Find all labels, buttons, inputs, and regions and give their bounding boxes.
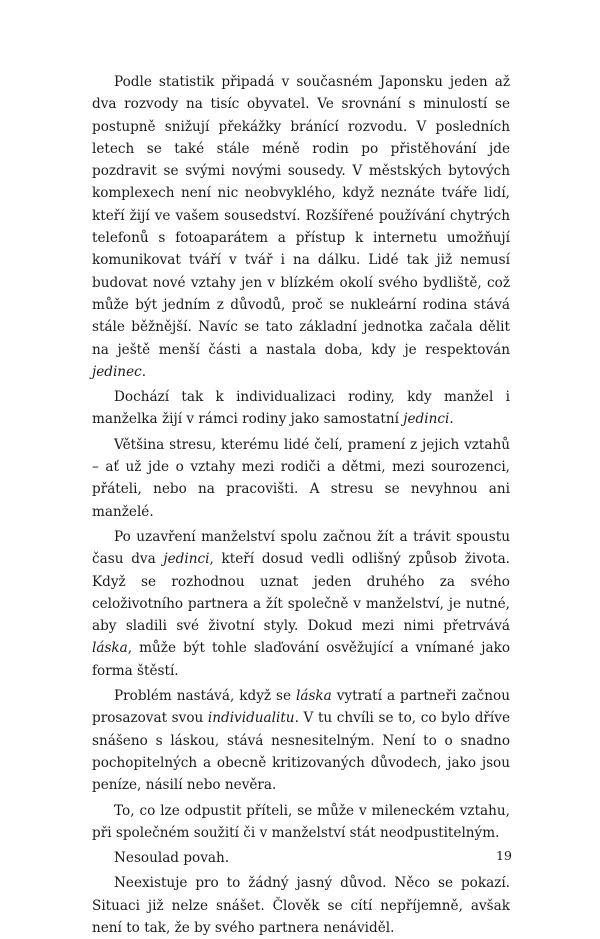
page-number: 19 [496,848,512,863]
paragraph: Nesoulad povah. [114,850,230,867]
italic-term: jedinec [92,363,142,380]
italic-term: láska [296,688,332,705]
italic-term: láska [92,640,128,657]
italic-term: jedinci [163,551,210,568]
paragraph: Podle statistik připadá v současném Japonsku jeden až dva rozvody na tisíc obyvatel. Ve srovnání s minulostí se postupně snižují překážky bránící rozvodu. V posledních letech se také stále méně rodin po přistěhování jde pozdravit se svými novými sousedy. V městských bytových komplexech není nic neobvyklého, když neznáte tváře lidí, kteří žijí ve vašem sousedství. Rozšířené používání chytrých telefonů s fotoaparátem a přístup k internetu umožňují komunikovat tváří v tvář i na dálku. Lidé tak již nemusí budovat nové vztahy jen v blízkém okolí svého bydliště, což může být jedním z důvodů, proč se nukleární rodina stává stále běžnější. Navíc se tato základní jednotka začala dělit na ještě menší části a nastala doba, kdy je respektován jedinec. [92,74,510,380]
paragraph: To, co lze odpustit příteli, se může v mileneckém vztahu, při společném soužití či v manželství stát neodpustitelným. [92,802,510,841]
paragraph: Po uzavření manželství spolu začnou žít a trávit spoustu času dva jedinci, kteří dosud vedli odlišný způsob života. Když se rozhodnou uznat jeden druhého za svého celoživotního partnera a žít společně v manželství, je nutné, aby sladili své životní styly. Dokud mezi nimi přetrvává láska, může být tohle slaďování osvěžující a vnímané jako forma štěstí. [92,528,510,679]
paragraph: Problém nastává, když se láska vytratí a partneři začnou prosazovat svou individualitu. V tu chvíli se to, co bylo dříve snášeno s láskou, stává nesnesitelným. Není to o snadno pochopitelných a obecně kritizovaných důvodech, jako jsou peníze, násilí nebo nevěra. [92,688,510,794]
paragraph: Dochází tak k individualizaci rodiny, kdy manžel i manželka žijí v rámci rodiny jako samostatní jedinci. [92,389,510,428]
page-body [92,71,510,939]
italic-term: jedinci [403,411,450,428]
paragraph: Většina stresu, kterému lidé čelí, pramení z jejich vztahů – ať už jde o vztahy mezi rodiči a dětmi, mezi sourozenci, přáteli, nebo na pracovišti. A stresu se nevyhnou ani manželé. [92,436,510,520]
italic-term: individualitu [207,710,295,727]
paragraph: Neexistuje pro to žádný jasný důvod. Něco se pokazí. Situaci již nelze snášet. Člověk se cítí nepříjemně, avšak není to tak, že by svého partnera nenáviděl. [92,875,510,936]
